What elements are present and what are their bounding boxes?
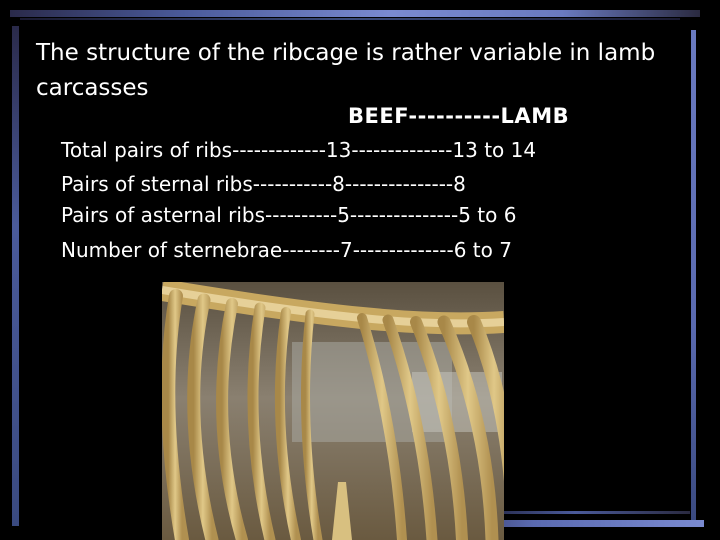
slide-title: The structure of the ribcage is rather variable in lamb carcasses [36,40,656,101]
row-sternal-ribs: Pairs of sternal ribs-----------8---------------8 [61,172,466,196]
ribcage-illustration [162,282,504,540]
ribcage-photo [162,282,504,540]
row-total-ribs: Total pairs of ribs-------------13--------------13 to 14 [61,138,537,162]
row-asternal-ribs: Pairs of asternal ribs----------5---------------5 to 6 [61,203,517,227]
left-border-bar [12,26,19,526]
comparison-header: BEEF----------LAMB [348,104,570,128]
top-border-line [20,18,680,20]
row-sternebrae: Number of sternebrae--------7--------------6 to 7 [61,238,512,262]
right-border-bar [691,30,696,520]
top-border-bar [10,10,700,17]
